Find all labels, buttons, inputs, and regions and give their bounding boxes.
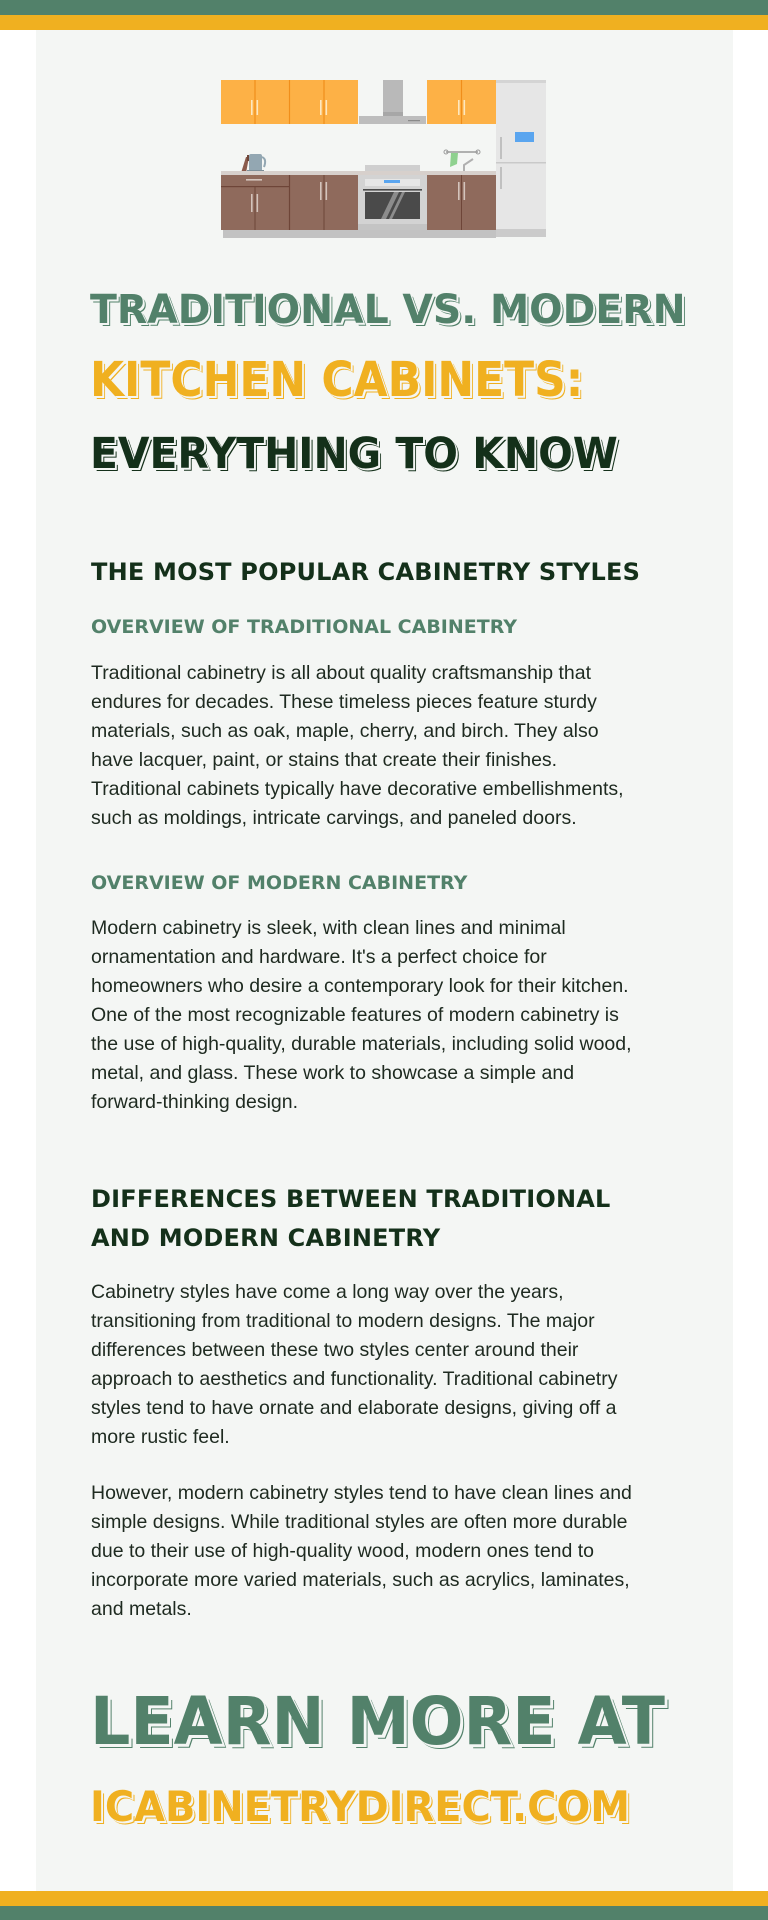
text-line: due to their use of high-quality wood, modern ones tend to — [91, 1540, 594, 1562]
paragraph-differences-1 — [91, 1278, 691, 1452]
headline-line-2: KITCHEN CABINETS: — [90, 352, 584, 408]
text-line: One of the most recognizable features of modern cabinetry is — [91, 1004, 619, 1026]
text-line: endures for decades. These timeless pieces feature sturdy — [91, 691, 597, 713]
paragraph-differences-2 — [91, 1479, 691, 1624]
heading-line: DIFFERENCES BETWEEN TRADITIONAL — [91, 1185, 611, 1213]
bottom-green-band — [0, 1906, 768, 1920]
text-line: materials, such as oak, maple, cherry, and birch. They also — [91, 720, 599, 742]
text-line: differences between these two styles center around their — [91, 1339, 579, 1361]
text-line: Cabinetry styles have come a long way over the years, — [91, 1281, 564, 1303]
text-line: the use of high-quality, durable materials, including solid wood, — [91, 1033, 632, 1055]
text-line: simple designs. While traditional styles are often more durable — [91, 1511, 628, 1533]
paragraph-traditional — [91, 659, 691, 833]
text-line: However, modern cabinetry styles tend to have clean lines and — [91, 1482, 632, 1504]
text-line: ornamentation and hardware. It's a perfect choice for — [91, 946, 547, 968]
text-line: styles tend to have ornate and elaborate designs, giving off a — [91, 1397, 617, 1419]
paragraph-modern — [91, 914, 691, 1117]
text-line: have lacquer, paint, or stains that create their finishes. — [91, 749, 558, 771]
section-heading-popular-styles: THE MOST POPULAR CABINETRY STYLES — [91, 558, 641, 586]
bottom-yellow-band — [0, 1891, 768, 1906]
text-line: and metals. — [91, 1598, 192, 1620]
headline-line-1: TRADITIONAL VS. MODERN — [90, 287, 686, 333]
text-line: forward-thinking design. — [91, 1091, 299, 1113]
text-line: transitioning from traditional to modern designs. The major — [91, 1310, 595, 1332]
kitchen-illustration-icon — [221, 79, 546, 239]
headline-line-3: EVERYTHING TO KNOW — [90, 429, 618, 479]
text-line: Traditional cabinetry is all about quality craftsmanship that — [91, 662, 592, 684]
top-yellow-band — [0, 15, 768, 30]
text-line: such as moldings, intricate carvings, and paneled doors. — [91, 807, 577, 829]
text-line: incorporate more varied materials, such as acrylics, laminates, — [91, 1569, 630, 1591]
text-line: Modern cabinetry is sleek, with clean lines and minimal — [91, 917, 566, 939]
section-heading-differences — [91, 1180, 701, 1258]
top-green-band — [0, 0, 768, 15]
text-line: approach to aesthetics and functionality. Traditional cabinetry — [91, 1368, 618, 1390]
cta-website[interactable]: ICABINETRYDIRECT.COM — [90, 1782, 631, 1831]
text-line: homeowners who desire a contemporary look for their kitchen. — [91, 975, 629, 997]
heading-line: AND MODERN CABINETRY — [91, 1224, 441, 1252]
subheading-traditional: OVERVIEW OF TRADITIONAL CABINETRY — [91, 616, 518, 638]
text-line: metal, and glass. These work to showcase a simple and — [91, 1062, 575, 1084]
text-line: more rustic feel. — [91, 1426, 230, 1448]
text-line: Traditional cabinets typically have decorative embellishments, — [91, 778, 624, 800]
subheading-modern: OVERVIEW OF MODERN CABINETRY — [91, 872, 468, 894]
cta-learn-more: LEARN MORE AT — [90, 1683, 665, 1760]
